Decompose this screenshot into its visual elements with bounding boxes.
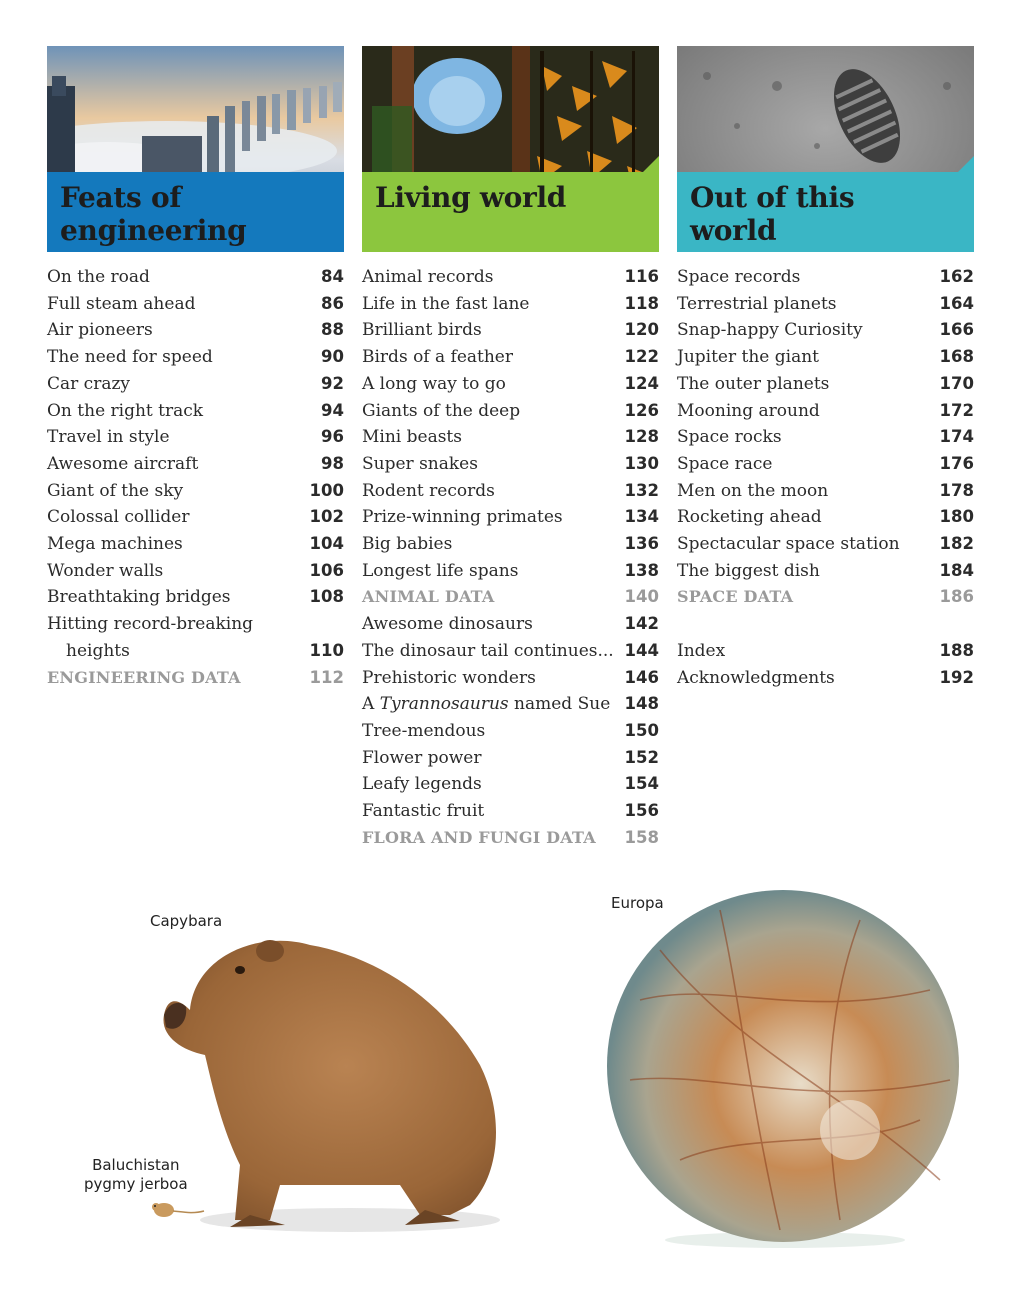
toc-entry[interactable]: Awesome dinosaurs 142 bbox=[362, 614, 659, 635]
section-banner bbox=[47, 172, 344, 252]
section-banner bbox=[362, 172, 659, 252]
jerboa-image bbox=[148, 1198, 206, 1220]
toc-entry[interactable]: Car crazy 92 bbox=[47, 373, 344, 394]
jerboa-caption: Baluchistan pygmy jerboa bbox=[84, 1156, 188, 1193]
toc-entry[interactable]: Giant of the sky 100 bbox=[47, 480, 344, 501]
toc-entry[interactable]: A Tyrannosaurus named Sue 148 bbox=[362, 694, 659, 715]
toc-entry[interactable]: Birds of a feather 122 bbox=[362, 347, 659, 368]
section-title: Feats of engineering bbox=[60, 181, 247, 247]
toc-entry[interactable]: Giants of the deep 126 bbox=[362, 400, 659, 421]
toc-entry[interactable]: Full steam ahead 86 bbox=[47, 293, 344, 314]
toc-entry[interactable]: Jupiter the giant 168 bbox=[677, 347, 974, 368]
toc-entry[interactable]: Longest life spans 138 bbox=[362, 560, 659, 581]
toc-entry[interactable]: Terrestrial planets 164 bbox=[677, 293, 974, 314]
toc-entry[interactable]: Breathtaking bridges 108 bbox=[47, 587, 344, 608]
toc-entry[interactable]: Men on the moon 178 bbox=[677, 480, 974, 501]
toc-data-entry[interactable]: FLORA AND FUNGI DATA 158 bbox=[362, 827, 659, 847]
toc-entry[interactable]: Rodent records 132 bbox=[362, 480, 659, 501]
toc-list bbox=[677, 264, 974, 691]
toc-list bbox=[362, 264, 659, 851]
toc-entry[interactable]: The dinosaur tail continues... 144 bbox=[362, 640, 659, 661]
toc-entry[interactable]: Index 188 bbox=[677, 640, 974, 661]
toc-entry[interactable]: Tree-mendous 150 bbox=[362, 720, 659, 741]
toc-entry[interactable]: Hitting record-breaking heights 110 bbox=[47, 614, 344, 661]
toc-entry[interactable]: Mega machines 104 bbox=[47, 534, 344, 555]
toc-entry[interactable]: Spectacular space station 182 bbox=[677, 534, 974, 555]
toc-entry[interactable]: Animal records 116 bbox=[362, 267, 659, 287]
toc-list bbox=[47, 264, 344, 691]
toc-entry[interactable]: A long way to go 124 bbox=[362, 373, 659, 394]
toc-entry[interactable]: Fantastic fruit 156 bbox=[362, 801, 659, 822]
toc-entry[interactable]: Space race 176 bbox=[677, 453, 974, 474]
toc-entry[interactable]: Awesome aircraft 98 bbox=[47, 453, 344, 474]
toc-entry[interactable]: Acknowledgments 192 bbox=[677, 667, 974, 688]
toc-entry[interactable]: The outer planets 170 bbox=[677, 373, 974, 394]
toc-spacer bbox=[677, 611, 974, 638]
toc-entry[interactable]: Mooning around 172 bbox=[677, 400, 974, 421]
toc-data-entry[interactable]: ENGINEERING DATA 112 bbox=[47, 667, 344, 687]
section-title: Living world bbox=[375, 181, 567, 214]
section-space bbox=[677, 46, 974, 691]
toc-data-entry[interactable]: ANIMAL DATA 140 bbox=[362, 587, 659, 607]
section-photo bbox=[677, 46, 974, 252]
toc-entry[interactable]: The need for speed 90 bbox=[47, 347, 344, 368]
section-living-world bbox=[362, 46, 659, 851]
toc-entry[interactable]: Big babies 136 bbox=[362, 534, 659, 555]
toc-entry[interactable]: On the right track 94 bbox=[47, 400, 344, 421]
toc-entry[interactable]: Mini beasts 128 bbox=[362, 427, 659, 448]
toc-entry[interactable]: Space records 162 bbox=[677, 267, 974, 287]
toc-entry[interactable]: Flower power 152 bbox=[362, 747, 659, 768]
toc-entry[interactable]: Prize-winning primates 134 bbox=[362, 507, 659, 528]
toc-entry[interactable]: Life in the fast lane 118 bbox=[362, 293, 659, 314]
toc-entry[interactable]: The biggest dish 184 bbox=[677, 560, 974, 581]
toc-entry[interactable]: Space rocks 174 bbox=[677, 427, 974, 448]
section-engineering bbox=[47, 46, 344, 691]
toc-entry[interactable]: Snap-happy Curiosity 166 bbox=[677, 320, 974, 341]
section-title: Out of this world bbox=[690, 181, 855, 247]
toc-entry[interactable]: Super snakes 130 bbox=[362, 453, 659, 474]
toc-entry[interactable]: Air pioneers 88 bbox=[47, 320, 344, 341]
toc-entry[interactable]: Leafy legends 154 bbox=[362, 774, 659, 795]
toc-entry[interactable]: On the road 84 bbox=[47, 267, 344, 287]
capybara-image bbox=[150, 915, 510, 1245]
toc-entry[interactable]: Brilliant birds 120 bbox=[362, 320, 659, 341]
section-photo bbox=[362, 46, 659, 252]
toc-entry[interactable]: Wonder walls 106 bbox=[47, 560, 344, 581]
toc-data-entry[interactable]: SPACE DATA 186 bbox=[677, 587, 974, 607]
europa-image bbox=[600, 880, 970, 1250]
section-photo bbox=[47, 46, 344, 252]
capybara-caption: Capybara bbox=[150, 912, 223, 930]
section-banner bbox=[677, 172, 974, 252]
toc-entry[interactable]: Travel in style 96 bbox=[47, 427, 344, 448]
toc-entry[interactable]: Colossal collider 102 bbox=[47, 507, 344, 528]
toc-entry[interactable]: Rocketing ahead 180 bbox=[677, 507, 974, 528]
toc-entry[interactable]: Prehistoric wonders 146 bbox=[362, 667, 659, 688]
europa-caption: Europa bbox=[611, 894, 664, 912]
